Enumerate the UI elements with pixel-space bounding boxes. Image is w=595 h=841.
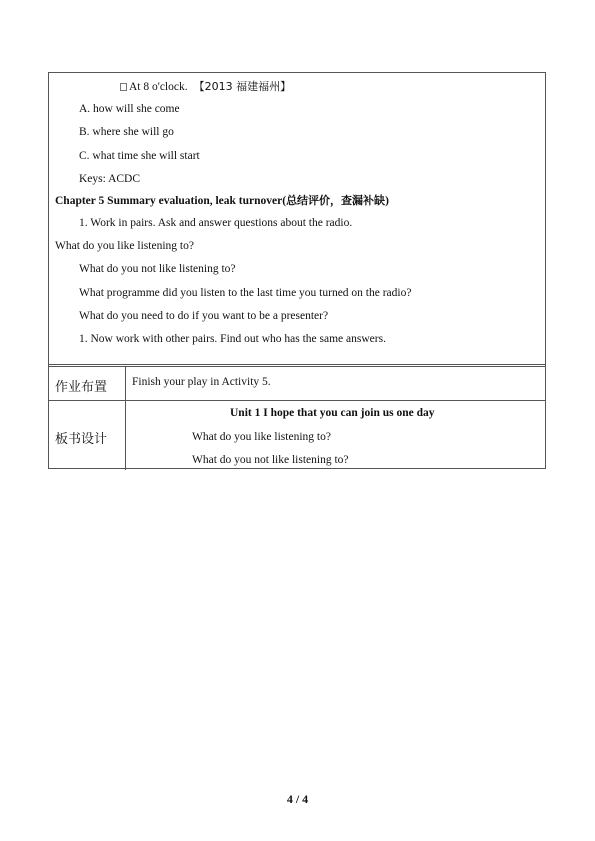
board-content-cell [126,401,545,470]
chapter-heading [55,194,389,208]
homework-content-cell [126,367,545,400]
chapter-heading-close: ) [385,195,389,207]
task-2: 1. Now work with other pairs. Find out who has the same answers. [79,333,386,345]
board-label-cell [49,401,126,470]
homework-label-cell [49,367,126,400]
page-number: 4 / 4 [286,792,309,806]
chapter-heading-cn: 总结评价，查漏补缺 [286,194,386,207]
board-line-1: What do you like listening to? [192,431,331,443]
homework-row [49,367,545,401]
question-2: What do you not like listening to? [79,263,236,275]
board-title: Unit 1 I hope that you can join us one day [230,407,435,419]
question-3: What programme did you listen to the last time you turned on the radio? [79,287,412,299]
option-d-source: 【2013 福建福州】 [193,80,292,93]
homework-text: Finish your play in Activity 5. [132,376,271,388]
option-a: A. how will she come [79,103,180,115]
question-4: What do you need to do if you want to be a presenter? [79,310,329,322]
task-1: 1. Work in pairs. Ask and answer questions about the radio. [79,217,353,229]
option-b: B. where she will go [79,126,174,138]
answer-keys: Keys: ACDC [79,173,141,185]
chapter-heading-en: Chapter 5 Summary evaluation, leak turnover( [55,195,287,207]
option-d [120,80,291,94]
summary-section [49,73,545,367]
board-design-row [49,401,545,470]
board-line-2: What do you not like listening to? [192,454,349,466]
lesson-table [48,72,546,469]
option-d-text: At 8 o'clock. [129,81,188,93]
checkbox-icon [120,83,127,91]
homework-label: 作业布置 [55,380,108,395]
option-c: C. what time she will start [79,150,200,162]
board-label: 板书设计 [55,432,108,447]
question-1: What do you like listening to? [55,240,194,252]
